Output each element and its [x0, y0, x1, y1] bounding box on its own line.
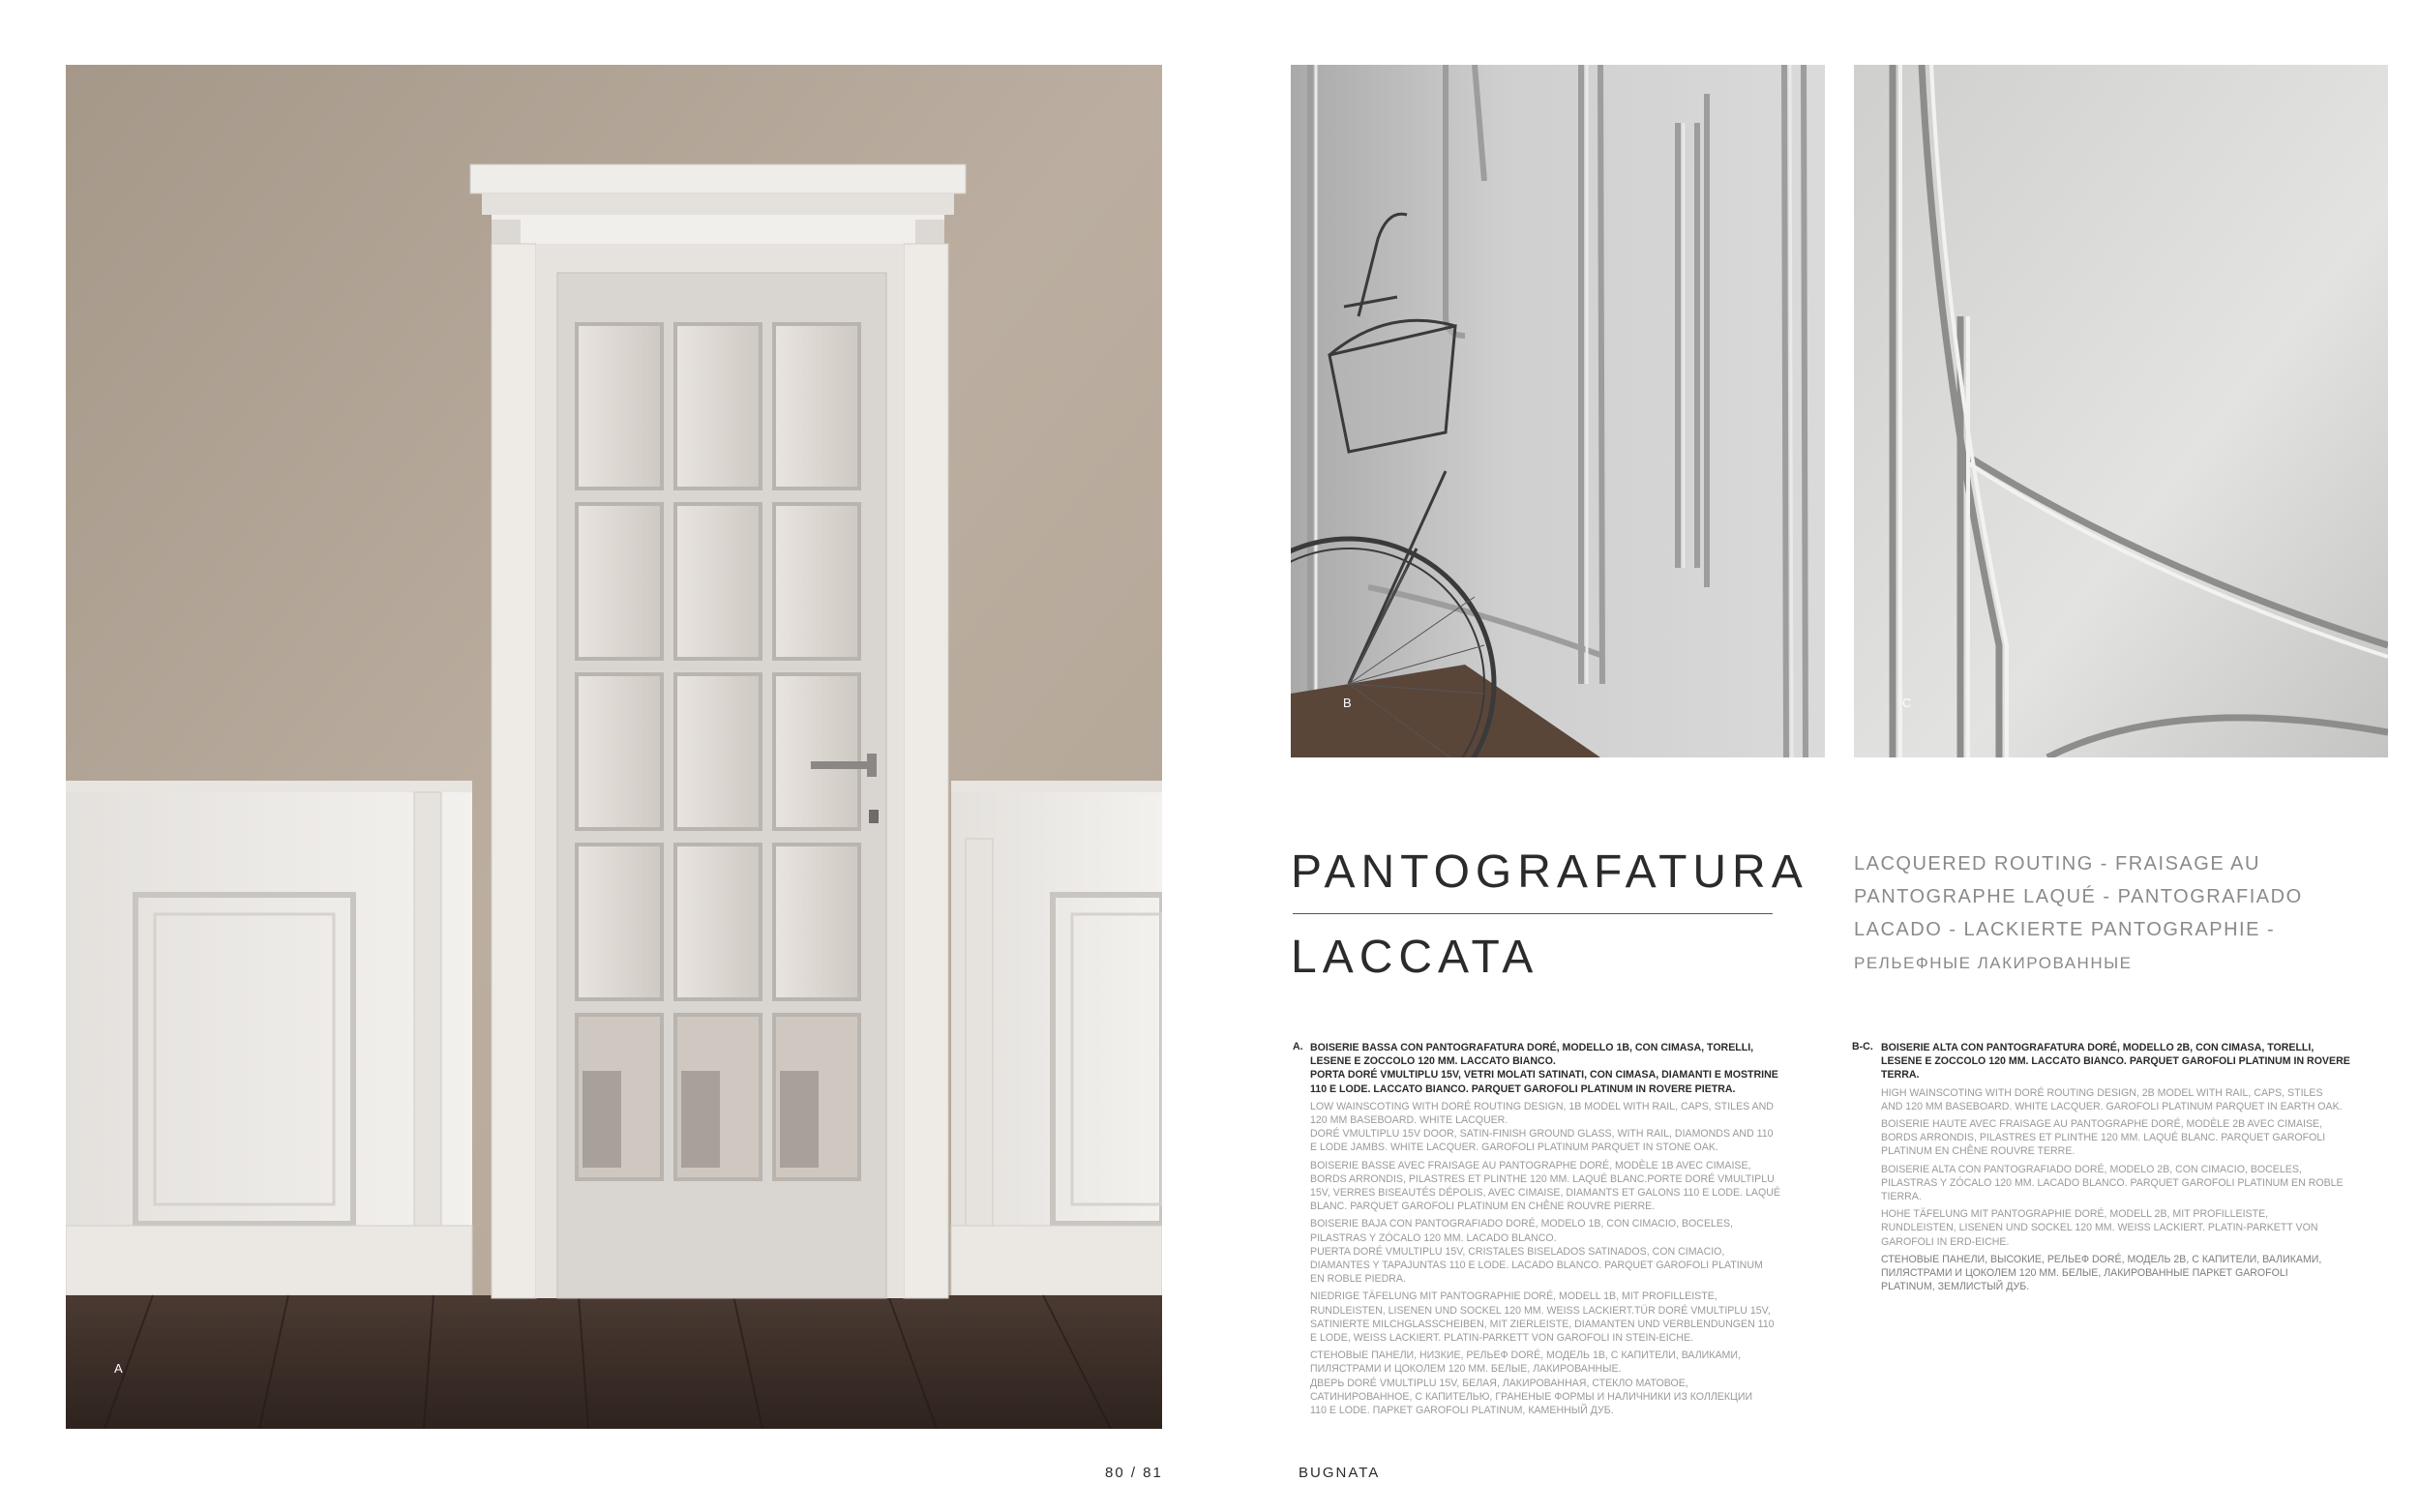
photo-a-label: A — [114, 1361, 124, 1376]
caption-line: BOISERIE HAUTE AVEC FRAISAGE AU PANTOGRAPHE DORÉ, MODÈLE 2B AVEC CIMAISE, — [1881, 1118, 2323, 1131]
caption-line: NIEDRIGE TÄFELUNG MIT PANTOGRAPHIE DORÉ, MODELL 1B, MIT PROFILLEISTE, — [1310, 1290, 1717, 1303]
door-glass-panes — [577, 324, 859, 1179]
title-divider — [1293, 913, 1773, 914]
caption-bc-russian — [1881, 1253, 2394, 1294]
caption-a-german — [1310, 1290, 1833, 1345]
caption-bc-letter: B-C. — [1852, 1041, 1873, 1052]
photo-a-door-scene — [66, 65, 1162, 1429]
caption-line: PORTA DORÉ VMULTIPLU 15V, VETRI MOLATI SATINATI, CON CIMASA, DIAMANTI E MOSTRINE — [1310, 1069, 1778, 1082]
caption-line: PUERTA DORÉ VMULTIPLU 15V, CRISTALES BISELADOS SATINADOS, CON CIMACIO, — [1310, 1245, 1725, 1258]
caption-line: BOISERIE BASSE AVEC FRAISAGE AU PANTOGRAPHE DORÉ, MODÈLE 1B AVEC CIMAISE, — [1310, 1159, 1751, 1171]
caption-a-french — [1310, 1159, 1833, 1214]
wall-bicycle-illustration — [1291, 65, 1825, 757]
caption-bc-french — [1881, 1117, 2394, 1159]
caption-a-letter: A. — [1293, 1041, 1303, 1052]
caption-line: AND 120 MM BASEBOARD. WHITE LACQUER. GAROFOLI PLATINUM PARQUET IN EARTH OAK. — [1881, 1100, 2343, 1112]
caption-line: E LODE JAMBS. WHITE LACQUER. GAROFOLI PLATINUM PARQUET IN STONE OAK. — [1310, 1141, 1718, 1154]
subtitle-line-3: LACADO - LACKIERTE PANTOGRAPHIE - — [1854, 919, 2276, 940]
caption-line: EN ROBLE PIEDRA. — [1310, 1273, 1406, 1286]
caption-line: DORÉ VMULTIPLU 15V DOOR, SATIN-FINISH GROUND GLASS, WITH RAIL, DIAMONDS AND 110 — [1310, 1128, 1774, 1141]
title-line-2: LACCATA — [1291, 932, 1539, 983]
caption-a-italian — [1310, 1041, 1833, 1096]
caption-bc-english — [1881, 1086, 2394, 1113]
caption-line: BORDS ARRONDIS, PILASTRES ET PLINTHE 120 MM. LAQUÉ BLANC. PARQUET GAROFOLI — [1881, 1132, 2326, 1144]
caption-line: ПИЛЯСТРАМИ И ЦОКОЛЕМ 120 ММ. БЕЛЫЕ, ЛАКИРОВАННЫЕ. — [1310, 1363, 1622, 1376]
caption-line: BOISERIE ALTA CON PANTOGRAFIADO DORÉ, MODELO 2B, CON CIMACIO, BOCELES, — [1881, 1163, 2302, 1175]
caption-line: BOISERIE BAJA CON PANTOGRAFIADO DORÉ, MODELO 1B, CON CIMACIO, BOCELES, — [1310, 1218, 1733, 1230]
caption-line: LOW WAINSCOTING WITH DORÉ ROUTING DESIGN, 1B MODEL WITH RAIL, CAPS, STILES AND — [1310, 1100, 1774, 1112]
caption-line: TERRA. — [1881, 1069, 1920, 1082]
wall-detail-illustration — [1854, 65, 2388, 757]
caption-line: BORDS ARRONDIS, PILASTRES ET PLINTHE 120 MM. LAQUÉ BLANC.PORTE DORÉ VMULTIPLU — [1310, 1172, 1775, 1185]
caption-bc-spanish — [1881, 1163, 2394, 1204]
caption-line: GAROFOLI IN ERD-EICHE. — [1881, 1235, 2010, 1248]
caption-line: BOISERIE BASSA CON PANTOGRAFATURA DORÉ, MODELLO 1B, CON CIMASA, TORELLI, — [1310, 1042, 1754, 1053]
wainscot-right — [951, 781, 1162, 1295]
caption-line: BOISERIE ALTA CON PANTOGRAFATURA DORÉ, MODELLO 2B, CON CIMASA, TORELLI, — [1881, 1042, 2314, 1053]
caption-line: 120 MM BASEBOARD. WHITE LACQUER. — [1310, 1114, 1508, 1127]
photo-b-wall-bicycle — [1291, 65, 1825, 757]
caption-line: СТЕНОВЫЕ ПАНЕЛИ, НИЗКИЕ, РЕЛЬЕФ DORÉ, МОДЕЛЬ 1B, С КАПИТЕЛИ, ВАЛИКАМИ, — [1310, 1349, 1741, 1362]
photo-c-label: C — [1902, 696, 1913, 710]
photo-b-label: B — [1343, 696, 1353, 710]
caption-line: СТЕНОВЫЕ ПАНЕЛИ, ВЫСОКИЕ, РЕЛЬЕФ DORÉ, МОДЕЛЬ 2B, С КАПИТЕЛИ, ВАЛИКАМИ, — [1881, 1253, 2322, 1265]
section-name: BUGNATA — [1299, 1465, 1381, 1481]
photo-c-wall-detail — [1854, 65, 2388, 757]
caption-bc-german — [1881, 1207, 2394, 1249]
caption-line: САТИНИРОВАННОЕ, С КАПИТЕЛЬЮ, ГРАНЕНЫЕ ФОРМЫ И НАЛИЧНИКИ ИЗ КОЛЛЕКЦИИ — [1310, 1390, 1753, 1403]
caption-a — [1310, 1041, 1833, 1417]
caption-line: LESENE E ZOCCOLO 120 MM. LACCATO BIANCO. — [1310, 1055, 1556, 1068]
caption-line: 110 E LODE. ПАРКЕТ GAROFOLI PLATINUM, КАМЕННЫЙ ДУБ. — [1310, 1405, 1614, 1417]
caption-line: ПИЛЯСТРАМИ И ЦОКОЛЕМ 120 ММ. БЕЛЫЕ, ЛАКИРОВАННЫЕ ПАРКЕТ GAROFOLI — [1881, 1267, 2288, 1280]
caption-line: LESENE E ZOCCOLO 120 MM. LACCATO BIANCO. PARQUET GAROFOLI PLATINUM IN ROVERE — [1881, 1055, 2350, 1068]
caption-a-spanish — [1310, 1217, 1833, 1286]
caption-line: HOHE TÄFELUNG MIT PANTOGRAPHIE DORÉ, MODELL 2B, MIT PROFILLEISTE, — [1881, 1208, 2269, 1221]
caption-line: TIERRA. — [1881, 1191, 1922, 1203]
caption-line: SATINIERTE MILCHGLASSCHEIBEN, MIT ZIERLEISTE, DIAMANTEN UND VERBLENDUNGEN 110 — [1310, 1318, 1775, 1330]
caption-a-english — [1310, 1100, 1833, 1155]
caption-bc — [1881, 1041, 2394, 1293]
subtitle-line-4: РЕЛЬЕФНЫЕ ЛАКИРОВАННЫЕ — [1854, 954, 2133, 972]
door-scene-illustration — [66, 65, 1162, 1429]
title-line-1: PANTOGRAFATURA — [1291, 846, 1808, 898]
caption-a-russian — [1310, 1349, 1833, 1417]
caption-line: 15V, VERRES BISEAUTÉS DÉPOLIS, AVEC CIMAISE, DIAMANTS ET GALONS 110 E LODE. LAQUÉ — [1310, 1187, 1780, 1200]
wainscot-left — [66, 781, 472, 1295]
subtitle-line-2: PANTOGRAPHE LAQUÉ - PANTOGRAFIADO — [1854, 886, 2303, 907]
caption-line: PILASTRAS Y ZÓCALO 120 MM. LACADO BLANCO. PARQUET GAROFOLI PLATINUM EN ROBLE — [1881, 1176, 2344, 1189]
caption-line: BLANC. PARQUET GAROFOLI PLATINUM EN CHÊNE ROUVRE PIERRE. — [1310, 1201, 1656, 1213]
caption-line: RUNDLEISTEN, LISENEN UND SOCKEL 120 MM. WEISS LACKIERT. PLATIN-PARKETT VON — [1881, 1222, 2318, 1234]
caption-line: DIAMANTES Y TAPAJUNTAS 110 E LODE. LACADO BLANCO. PARQUET GAROFOLI PLATINUM — [1310, 1260, 1763, 1272]
subtitle-line-1: LACQUERED ROUTING - FRAISAGE AU — [1854, 853, 2260, 875]
caption-line: PLATINUM EN CHÊNE ROUVRE TERRE. — [1881, 1145, 2076, 1158]
caption-line: ДВЕРЬ DORÉ VMULTIPLU 15V, БЕЛАЯ, ЛАКИРОВАННАЯ, СТЕКЛО МАТОВОЕ, — [1310, 1377, 1688, 1389]
page-numbers: 80 / 81 — [1105, 1465, 1163, 1481]
caption-line: PLATINUM, ЗЕМЛИСТЫЙ ДУБ. — [1881, 1281, 2030, 1293]
caption-line: HIGH WAINSCOTING WITH DORÉ ROUTING DESIGN, 2B MODEL WITH RAIL, CAPS, STILES — [1881, 1086, 2323, 1099]
caption-line: E LODE, WEISS LACKIERT. PLATIN-PARKETT VON GAROFOLI IN STEIN-EICHE. — [1310, 1332, 1693, 1345]
caption-line: 110 E LODE. LACCATO BIANCO. PARQUET GAROFOLI PLATINUM IN ROVERE PIETRA. — [1310, 1082, 1736, 1095]
door-cornice — [470, 164, 966, 249]
caption-line: PILASTRAS Y ZÓCALO 120 MM. LACADO BLANCO. — [1310, 1231, 1557, 1244]
caption-bc-italian — [1881, 1041, 2394, 1082]
caption-line: RUNDLEISTEN, LISENEN UND SOCKEL 120 MM. WEISS LACKIERT.TÜR DORÉ VMULTIPLU 15V, — [1310, 1304, 1771, 1317]
